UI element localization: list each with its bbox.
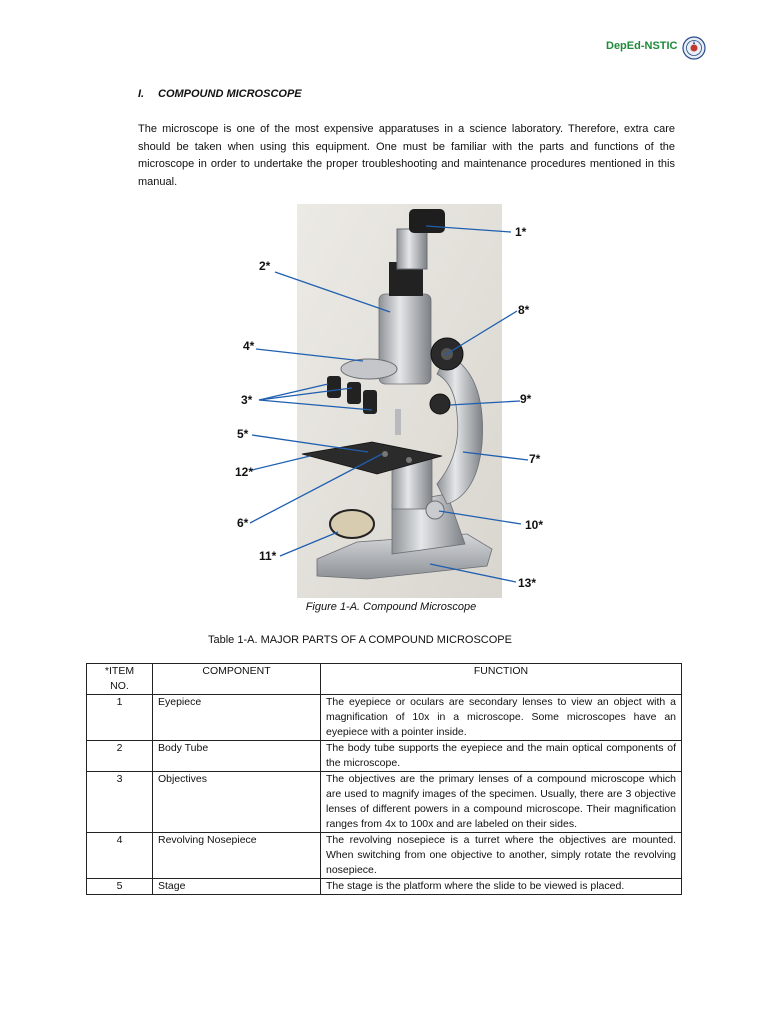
callout-label: 11* — [259, 549, 277, 563]
header-brand: DepEd-NSTIC — [606, 40, 678, 52]
section-number: I. — [138, 88, 145, 100]
parts-table — [86, 663, 682, 895]
item-no-cell: 4 — [87, 833, 153, 879]
intro-paragraph: The microscope is one of the most expensive apparatuses in a science laboratory. Therefore, extra care should be taken when using this equipment. One must be familiar with the parts and functions of the microscope in order to undertake the proper troubleshooting and maintenance procedures mentioned in this manual. — [138, 123, 675, 188]
callout-label: 5* — [237, 427, 249, 441]
callout-label: 1* — [515, 225, 527, 239]
function-cell: The objectives are the primary lenses of a compound microscope which are used to magnify images of the specimen. Usually, there are 3 objective lenses of different powers in a compound microscope. Their magnification ranges from 4x to 100x and are labeled on their sides. — [321, 772, 682, 833]
component-cell: Revolving Nosepiece — [153, 833, 321, 879]
table-row — [87, 741, 682, 772]
function-cell: The body tube supports the eyepiece and the main optical components of the microscope. — [321, 741, 682, 772]
component-cell: Objectives — [153, 772, 321, 833]
callout-label: 12* — [235, 465, 254, 479]
callout-label: 4* — [243, 339, 255, 353]
header-item-no: *ITEM NO. — [87, 664, 153, 695]
function-cell: The stage is the platform where the slide to be viewed is placed. — [321, 879, 682, 895]
function-cell: The revolving nosepiece is a turret where the objectives are mounted. When switching from one objective to another, simply rotate the revolving nosepiece. — [321, 833, 682, 879]
table-row — [87, 695, 682, 741]
function-cell: The eyepiece or oculars are secondary lenses to view an object with a magnification of 10x in a microscope. Some microscopes have an eyepiece with a pointer inside. — [321, 695, 682, 741]
callout-label: 7* — [529, 452, 541, 466]
header-function: FUNCTION — [321, 664, 682, 695]
table-header-row — [87, 664, 682, 695]
item-no-cell: 2 — [87, 741, 153, 772]
section-title-text: COMPOUND MICROSCOPE — [158, 88, 302, 100]
table-row — [87, 833, 682, 879]
table-row — [87, 772, 682, 833]
callout-label: 10* — [525, 518, 544, 532]
component-cell: Eyepiece — [153, 695, 321, 741]
callout-label: 3* — [241, 393, 253, 407]
item-no-cell: 3 — [87, 772, 153, 833]
item-no-cell: 1 — [87, 695, 153, 741]
institution-seal-icon — [682, 36, 706, 60]
table-row — [87, 879, 682, 895]
component-cell: Stage — [153, 879, 321, 895]
header-component: COMPONENT — [153, 664, 321, 695]
figure-caption: Figure 1-A. Compound Microscope — [305, 601, 477, 613]
microscope-figure — [297, 204, 502, 598]
callout-label: 13* — [518, 576, 537, 590]
component-cell: Body Tube — [153, 741, 321, 772]
table-title: Table 1-A. MAJOR PARTS OF A COMPOUND MICROSCOPE — [208, 634, 512, 646]
callout-label: 6* — [237, 516, 249, 530]
callout-label: 9* — [520, 392, 532, 406]
section-title — [138, 88, 302, 100]
callout-label: 2* — [259, 259, 271, 273]
item-no-cell: 5 — [87, 879, 153, 895]
callout-label: 8* — [518, 303, 530, 317]
